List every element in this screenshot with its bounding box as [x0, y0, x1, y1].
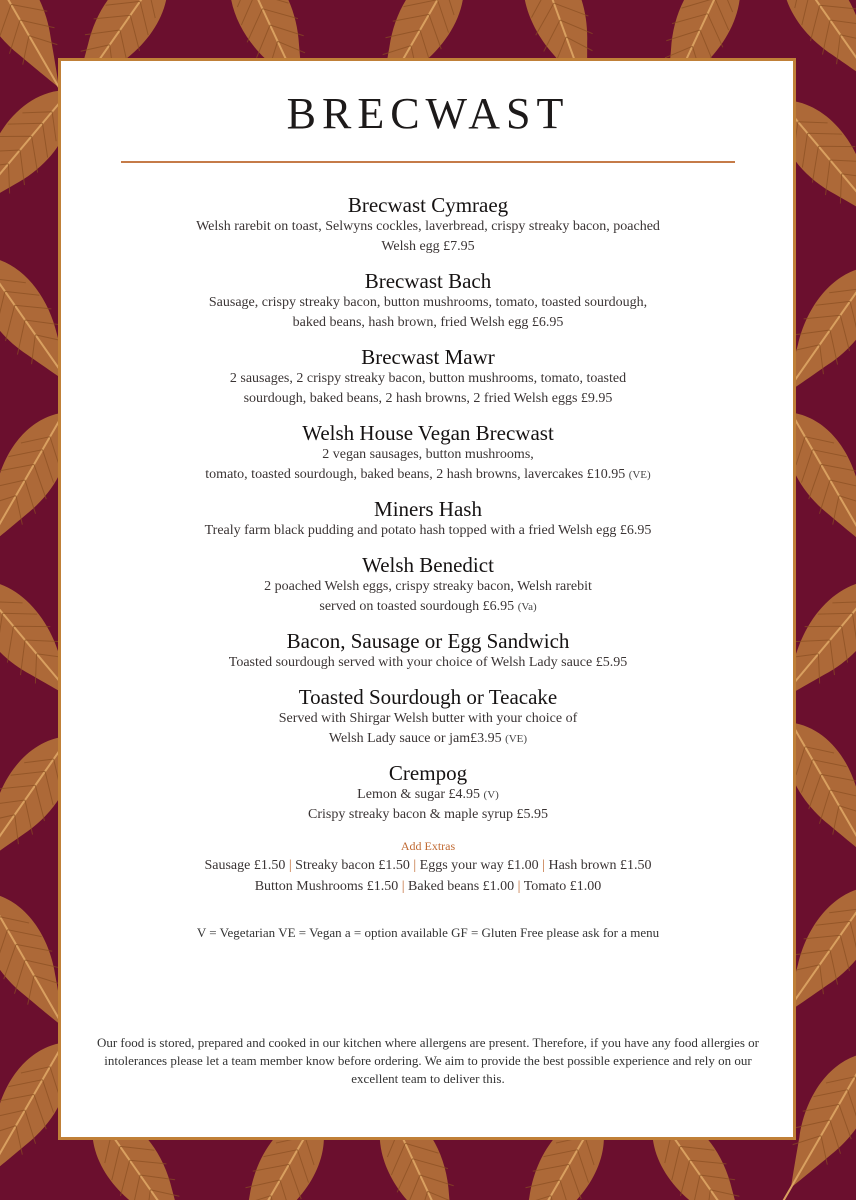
menu-item-name: Brecwast Cymraeg	[347, 193, 509, 217]
menu-item-description: 2 vegan sausages, button mushrooms, tomato, toasted sourdough, baked beans, 2 hash browns, lavercakes £10.95 (VE)	[205, 447, 651, 482]
menu-item-description: Toasted sourdough served with your choice of Welsh Lady sauce £5.95	[228, 655, 628, 670]
menu-item	[110, 193, 746, 257]
menu-item-name: Brecwast Mawr	[361, 345, 495, 369]
allergen-notice: Our food is stored, prepared and cooked in our kitchen where allergens are present. Therefore, if you have any food allergies or intolerances please let a team member know before ordering. We aim to provide the best possible experience and rely on our excellent team to deliver this.	[96, 1035, 760, 1086]
extras-heading: Add Extras	[400, 839, 456, 853]
menu-title: BRECWAST	[286, 89, 570, 138]
extras-list: Sausage £1.50 | Streaky bacon £1.50 | Eggs your way £1.00 | Hash brown £1.50 Button Mushrooms £1.50 | Baked beans £1.00 | Tomato £1.00	[204, 858, 652, 894]
menu-item-description: Served with Shirgar Welsh butter with your choice of Welsh Lady sauce or jam£3.95 (VE)	[278, 711, 578, 746]
menu-item-name: Bacon, Sausage or Egg Sandwich	[286, 629, 570, 653]
menu-item	[110, 685, 746, 749]
menu-item-description: Welsh rarebit on toast, Selwyns cockles, laverbread, crispy streaky bacon, poached Welsh egg £7.95	[196, 219, 660, 254]
menu-item-name: Welsh House Vegan Brecwast	[302, 421, 554, 445]
menu-item-name: Welsh Benedict	[362, 553, 494, 577]
dietary-key: V = Vegetarian VE = Vegan a = option available GF = Gluten Free please ask for a menu	[196, 925, 660, 940]
title-divider	[121, 161, 735, 163]
menu-item	[110, 345, 746, 409]
menu-item-name: Crempog	[388, 761, 468, 785]
menu-item-name: Brecwast Bach	[364, 269, 492, 293]
menu-item-description: 2 sausages, 2 crispy streaky bacon, button mushrooms, tomato, toasted sourdough, baked beans, 2 hash browns, 2 fried Welsh eggs £9.95	[229, 371, 627, 406]
menu-item-description: Sausage, crispy streaky bacon, button mushrooms, tomato, toasted sourdough, baked beans, hash brown, fried Welsh egg £6.95	[208, 295, 648, 330]
menu-item-description: 2 poached Welsh eggs, crispy streaky bacon, Welsh rarebit served on toasted sourdough £6.95 (Va)	[264, 579, 592, 614]
menu-item-name: Toasted Sourdough or Teacake	[298, 685, 558, 709]
menu-item	[110, 421, 746, 485]
menu-item	[110, 269, 746, 333]
diet-tag: (V)	[483, 789, 499, 801]
menu-item	[110, 553, 746, 617]
menu-item	[110, 629, 746, 673]
menu-item	[110, 497, 746, 541]
diet-tag: (Va)	[517, 601, 537, 613]
menu-item-name: Miners Hash	[374, 497, 482, 521]
menu-item-description: Trealy farm black pudding and potato hash topped with a fried Welsh egg £6.95	[204, 523, 652, 538]
menu-item-description: Lemon & sugar £4.95 (V) Crispy streaky bacon & maple syrup £5.95	[308, 787, 548, 822]
menu-list	[110, 193, 746, 943]
diet-tag: (VE)	[628, 469, 651, 481]
menu-item	[110, 761, 746, 825]
diet-tag: (VE)	[505, 733, 528, 745]
